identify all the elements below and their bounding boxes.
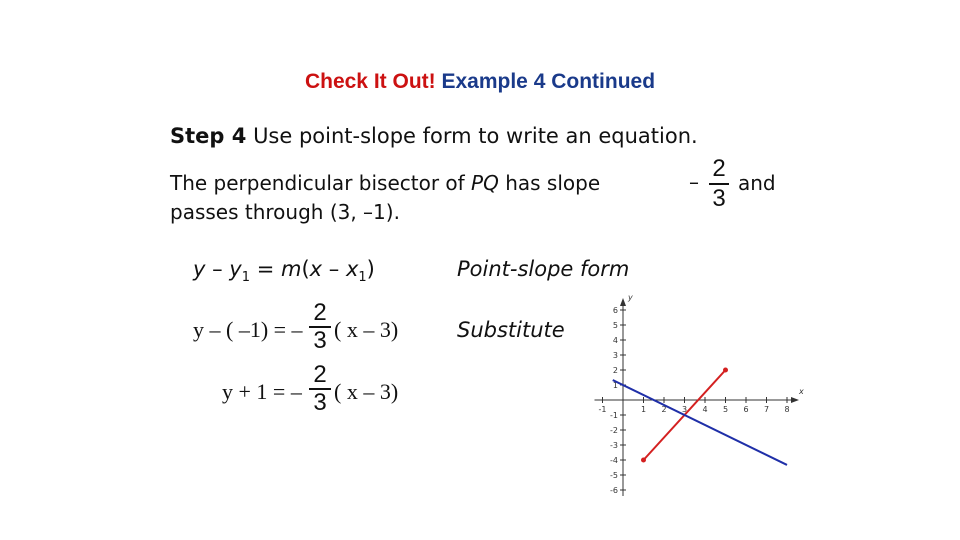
y-tick-label: -5: [610, 471, 618, 480]
equation-simplified-fraction: [309, 362, 331, 416]
y-tick-label: 1: [612, 381, 618, 390]
note-substitute: Substitute: [457, 318, 565, 342]
x-axis-arrow: [791, 397, 799, 403]
eq-x1: x: [345, 257, 359, 281]
eq2-denominator: 3: [313, 326, 327, 354]
eq-sub-2: 1: [358, 270, 367, 286]
eq3-denominator: 3: [313, 388, 327, 416]
y-tick-label: 4: [612, 336, 618, 345]
eq-minus-2: –: [322, 257, 346, 281]
point-slope-equation: [193, 257, 375, 285]
step-label: Step 4: [170, 124, 247, 148]
equation-substitute-rhs: ( x – 3): [334, 317, 399, 342]
y-tick-label: -4: [610, 456, 618, 465]
paragraph-line-1: [170, 171, 600, 195]
x-tick-label: -1: [598, 405, 607, 414]
y-tick-label: -2: [610, 426, 618, 435]
x-tick-label: 7: [763, 405, 770, 414]
y-axis-label: y: [628, 295, 633, 302]
series-point-1: [641, 458, 646, 463]
x-axis-label: x: [799, 387, 804, 396]
series-point-1: [723, 368, 728, 373]
y-tick-label: -3: [610, 441, 618, 450]
para-and: and: [738, 171, 776, 195]
slope-denominator: 3: [712, 184, 726, 212]
x-tick-label: 6: [743, 405, 749, 414]
x-tick-label: 2: [661, 405, 667, 414]
eq-x: x: [309, 257, 323, 281]
segment-name: PQ: [471, 171, 499, 195]
para-text-pre: The perpendicular bisector of: [170, 171, 472, 195]
step-text: Use point-slope form to write an equation.: [253, 124, 698, 148]
slope-fraction: [707, 155, 731, 213]
eq2-numerator: 2: [313, 299, 327, 326]
y-tick-label: 2: [612, 366, 618, 375]
paragraph-line-2: passes through (3, –1).: [170, 200, 400, 224]
y-tick-label: 6: [612, 306, 618, 315]
equation-substitute-fraction: [309, 300, 331, 354]
equation-substitute-lhs: y – ( –1) = –: [193, 317, 303, 342]
eq-y1: y: [229, 257, 242, 281]
eq3-numerator: 2: [313, 361, 327, 388]
x-tick-label: 5: [722, 405, 729, 414]
equation-simplified-lhs: y + 1 = –: [222, 379, 302, 404]
note-point-slope: Point-slope form: [457, 257, 630, 281]
step-line: [170, 124, 698, 148]
eq-minus: –: [205, 257, 230, 281]
y-tick-label: -6: [610, 486, 618, 495]
x-tick-label: 8: [784, 405, 790, 414]
x-tick-label: 4: [702, 405, 708, 414]
eq-close-paren: ): [366, 257, 375, 281]
title-example: Example 4 Continued: [441, 70, 656, 93]
slope-numerator: 2: [712, 155, 726, 182]
coordinate-graph: [585, 295, 805, 505]
y-axis-arrow: [620, 298, 626, 306]
eq-open-paren: (: [301, 257, 310, 281]
slope-minus-sign: –: [689, 170, 699, 194]
eq-equals: =: [250, 257, 281, 281]
title-check-it-out: Check It Out!: [304, 70, 436, 93]
para-text-post: has slope: [498, 171, 601, 195]
slide-title: [0, 70, 960, 94]
y-tick-label: 5: [612, 321, 618, 330]
eq-sub-1: 1: [241, 270, 251, 286]
eq-y: y: [193, 257, 206, 281]
y-tick-label: -1: [610, 411, 618, 420]
x-tick-label: 3: [681, 405, 688, 414]
eq-m: m: [280, 257, 302, 281]
series-line-2: [613, 380, 790, 465]
x-tick-label: 1: [640, 405, 647, 414]
equation-simplified-rhs: ( x – 3): [334, 379, 399, 404]
y-tick-label: 3: [612, 351, 618, 360]
